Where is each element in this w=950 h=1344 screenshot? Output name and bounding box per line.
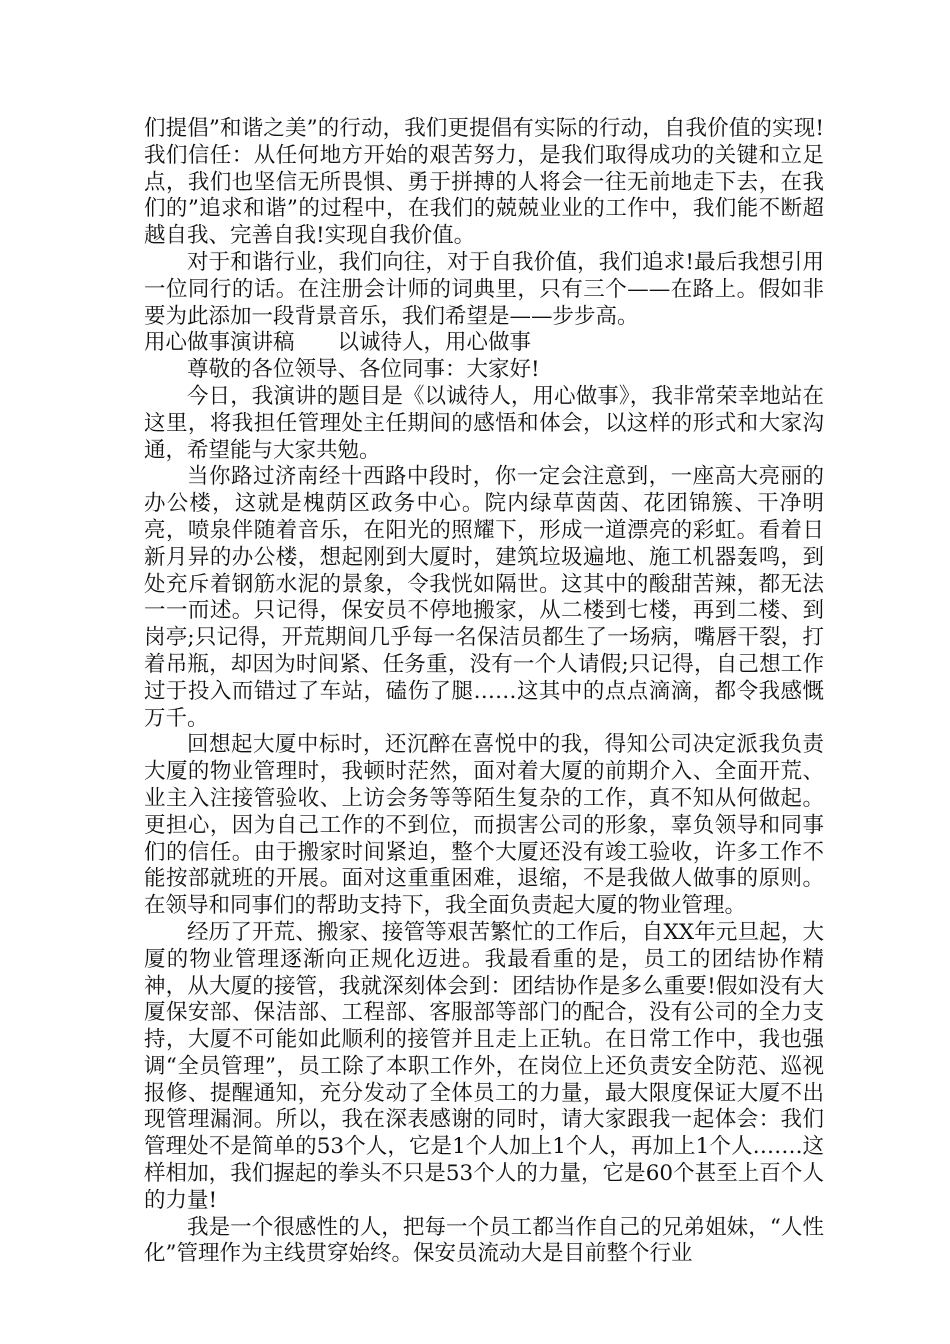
paragraph-teamwork: 经历了开荒、搬家、接管等艰苦繁忙的工作后，自XX年元旦起，大厦的物业管理逐渐向正规化迈进。我最看重的是，员工的团结协作精神，从大厦的接管，我就深刻体会到：团结协作是多么重要!假如没有大厦保安部、保洁部、工程部、客服部等部门的配合，没有公司的全力支持，大厦不可能如此顺利的接管并且走上正轨。在日常工作中，我也强调“全员管理”，员工除了本职工作外，在岗位上还负责安全防范、巡视报修、提醒通知，充分发动了全体员工的力量，最大限度保证大厦不出现管理漏洞。所以，我在深表感谢的同时，请大家跟我一起体会：我们管理处不是简单的53个人，它是1个人加上1个人，再加上1个人…….这样相加，我们握起的拳头不只是53个人的力量，它是60个甚至上百个人的力量!: [144, 919, 824, 1213]
paragraph-humanized: 我是一个很感性的人，把每一个员工都当作自己的兄弟姐妹，“人性化”管理作为主线贯穿始终。保安员流动大是目前整个行业: [144, 1214, 824, 1267]
salutation-paragraph: 尊敬的各位领导、各位同事：大家好!: [187, 357, 540, 383]
paragraph-building: 当你路过济南经十西路中段时，你一定会注意到，一座高大亮丽的办公楼，这就是槐荫区政务中心。院内绿草茵茵、花团锦簇、干净明亮，喷泉伴随着音乐，在阳光的照耀下，形成一道漂亮的彩虹。看着日新月异的办公楼，想起刚到大厦时，建筑垃圾遍地、施工机器轰鸣，到处充斥着钢筋水泥的景象，令我恍如隔世。这其中的酸甜苦辣，都无法一一而述。只记得，保安员不停地搬家，从二楼到七楼，再到二楼、到岗亭;只记得，开荒期间几乎每一名保洁员都生了一场病，嘴唇干裂，打着吊瓶，却因为时间紧、任务重，没有一个人请假;只记得，自己想工作过于投入而错过了车站，磕伤了腿……这其中的点点滴滴，都令我感慨万千。: [144, 464, 824, 731]
speech-title-line: 用心做事演讲稿 以诚待人，用心做事: [144, 330, 532, 356]
paragraph-1: 们提倡”和谐之美”的行动，我们更提倡有实际的行动，自我价值的实现!我们信任：从任何地方开始的艰苦努力，是我们取得成功的关键和立足点，我们也坚信无所畏惧、勇于拼搏的人将会一往无前地走下去，在我们的”追求和谐”的过程中，在我们的兢兢业业的工作中，我们能不断超越自我、完善自我!实现自我价值。: [144, 116, 824, 249]
paragraph-intro: 今日，我演讲的题目是《以诚待人，用心做事》，我非常荣幸地站在这里，将我担任管理处主任期间的感悟和体会，以这样的形式和大家沟通，希望能与大家共勉。: [144, 383, 824, 463]
paragraph-2: 对于和谐行业，我们向往，对于自我价值，我们追求!最后我想引用一位同行的话。在注册会计师的词典里，只有三个——在路上。假如非要为此添加一段背景音乐，我们希望是——步步高。: [144, 249, 824, 329]
document-page: [144, 116, 824, 1268]
paragraph-recall: 回想起大厦中标时，还沉醉在喜悦中的我，得知公司决定派我负责大厦的物业管理时，我顿时茫然，面对着大厦的前期介入、全面开荒、业主入注接管验收、上访会务等等陌生复杂的工作，真不知从何做起。更担心，因为自己工作的不到位，而损害公司的形象，辜负领导和同事们的信任。由于搬家时间紧迫，整个大厦还没有竣工验收，许多工作不能按部就班的开展。面对这重重困难，退缩，不是我做人做事的原则。在领导和同事们的帮助支持下，我全面负责起大厦的物业管理。: [144, 732, 824, 919]
